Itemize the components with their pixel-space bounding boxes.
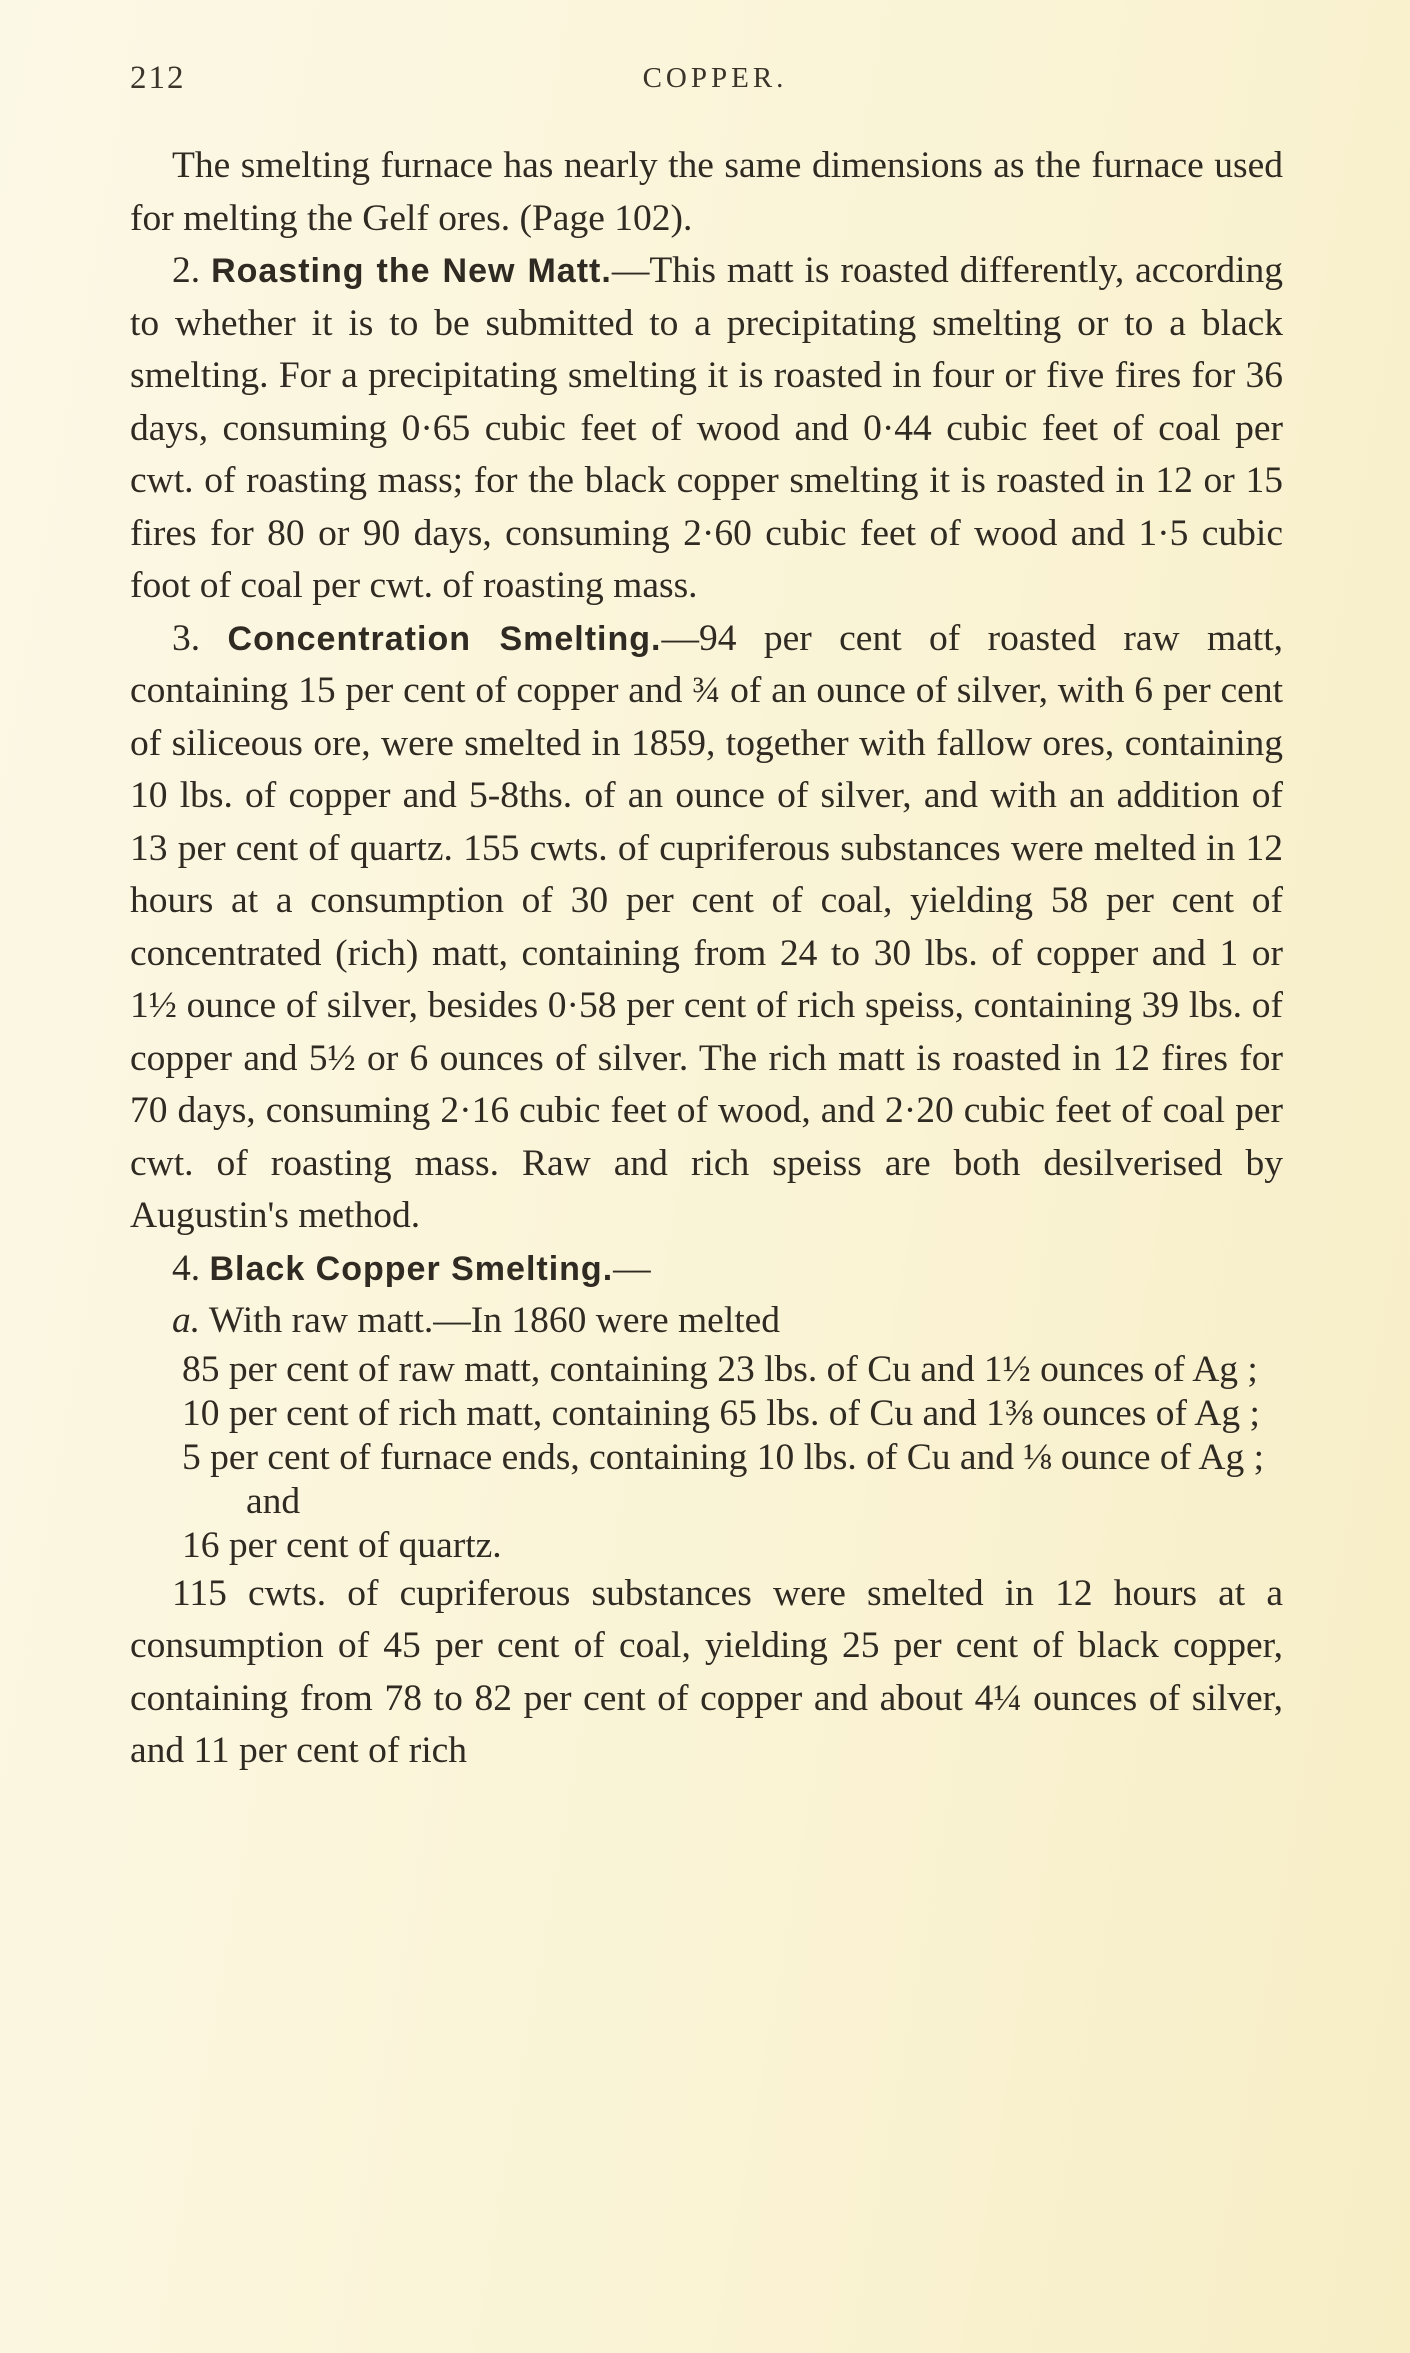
section-heading-roasting: Roasting the New Matt. — [211, 252, 612, 290]
list-item: 16 per cent of quartz. — [182, 1524, 502, 1566]
section-heading-concentration: Concentration Smelting. — [227, 619, 662, 658]
section-dash: — — [613, 1247, 651, 1289]
paragraph-roasting-new-matt — [130, 245, 1283, 613]
paragraph-furnace-dimensions: The smelting furnace has nearly the same dimensions as the furnace used for melting the Gelf ores. (Page 102). — [130, 145, 1283, 239]
paragraph-raw-matt-intro — [130, 1295, 1283, 1348]
subsection-label-a: a. — [172, 1300, 201, 1341]
section-text-concentration: —94 per cent of roasted raw matt, containing 15 per cent of copper and ¾ of an ounce of silver, with 6 per cent of siliceous ore, were smelted in 1859, together with fallow ores, containing 10 lbs. of copper and 5-8ths. of an ounce of silver, and with an addition of 13 per cent of quartz. 155 cwts. of cupriferous substances were melted in 12 hours at a consumption of 30 per cent of coal, yielding 58 per cent of concentrated (rich) matt, containing from 24 to 30 lbs. of copper and 1 or 1½ ounce of silver, besides 0·58 per cent of rich speiss, containing 39 lbs. of copper and 5½ or 6 ounces of silver. The rich matt is roasted in 12 fires for 70 days, consuming 2·16 cubic feet of wood, and 2·20 cubic feet of coal per cwt. of roasting mass. Raw and rich speiss are both desilverised by Augustin's method. — [130, 617, 1283, 1236]
page-number: 212 — [130, 60, 186, 96]
section-heading-black-copper: Black Copper Smelting. — [209, 1249, 614, 1288]
paragraph-black-copper-heading — [130, 1243, 1283, 1296]
list-item: 85 per cent of raw matt, containing 23 lbs. of Cu and 1½ ounces of Ag ; — [182, 1348, 1258, 1390]
section-number: 2. — [172, 250, 201, 291]
section-number: 3. — [172, 617, 201, 659]
paragraph-concentration-smelting — [130, 613, 1283, 1243]
page-header — [0, 60, 1410, 110]
body-text — [130, 140, 1283, 1778]
paragraph-smelting-result: 115 cwts. of cupriferous substances were smelted in 12 hours at a consumption of 45 per cent of coal, yielding 25 per cent of black copper, containing from 78 to 82 per cent of copper and about 4¼ ounces of silver, and 11 per cent of rich — [130, 1572, 1283, 1771]
section-text-roasting: —This matt is roasted differently, according to whether it is to be submitted to a precipitating smelting or to a black smelting. For a precipitating smelting it is roasted in four or five fires for 36 days, consuming 0·65 cubic feet of wood and 0·44 cubic feet of coal per cwt. of roasting mass; for the black copper smelting it is roasted in 12 or 15 fires for 80 or 90 days, consuming 2·60 cubic feet of wood and 1·5 cubic foot of coal per cwt. of roasting mass. — [130, 250, 1284, 606]
section-number: 4. — [172, 1247, 201, 1289]
running-head: COPPER. — [642, 62, 788, 94]
charge-list — [130, 1348, 1283, 1568]
subsection-text-a: With raw matt.—In 1860 were melted — [208, 1300, 781, 1341]
list-item: 5 per cent of furnace ends, containing 10 lbs. of Cu and ⅛ ounce of Ag ; and — [182, 1436, 1265, 1522]
list-item: 10 per cent of rich matt, containing 65 lbs. of Cu and 1⅜ ounces of Ag ; — [182, 1392, 1260, 1434]
